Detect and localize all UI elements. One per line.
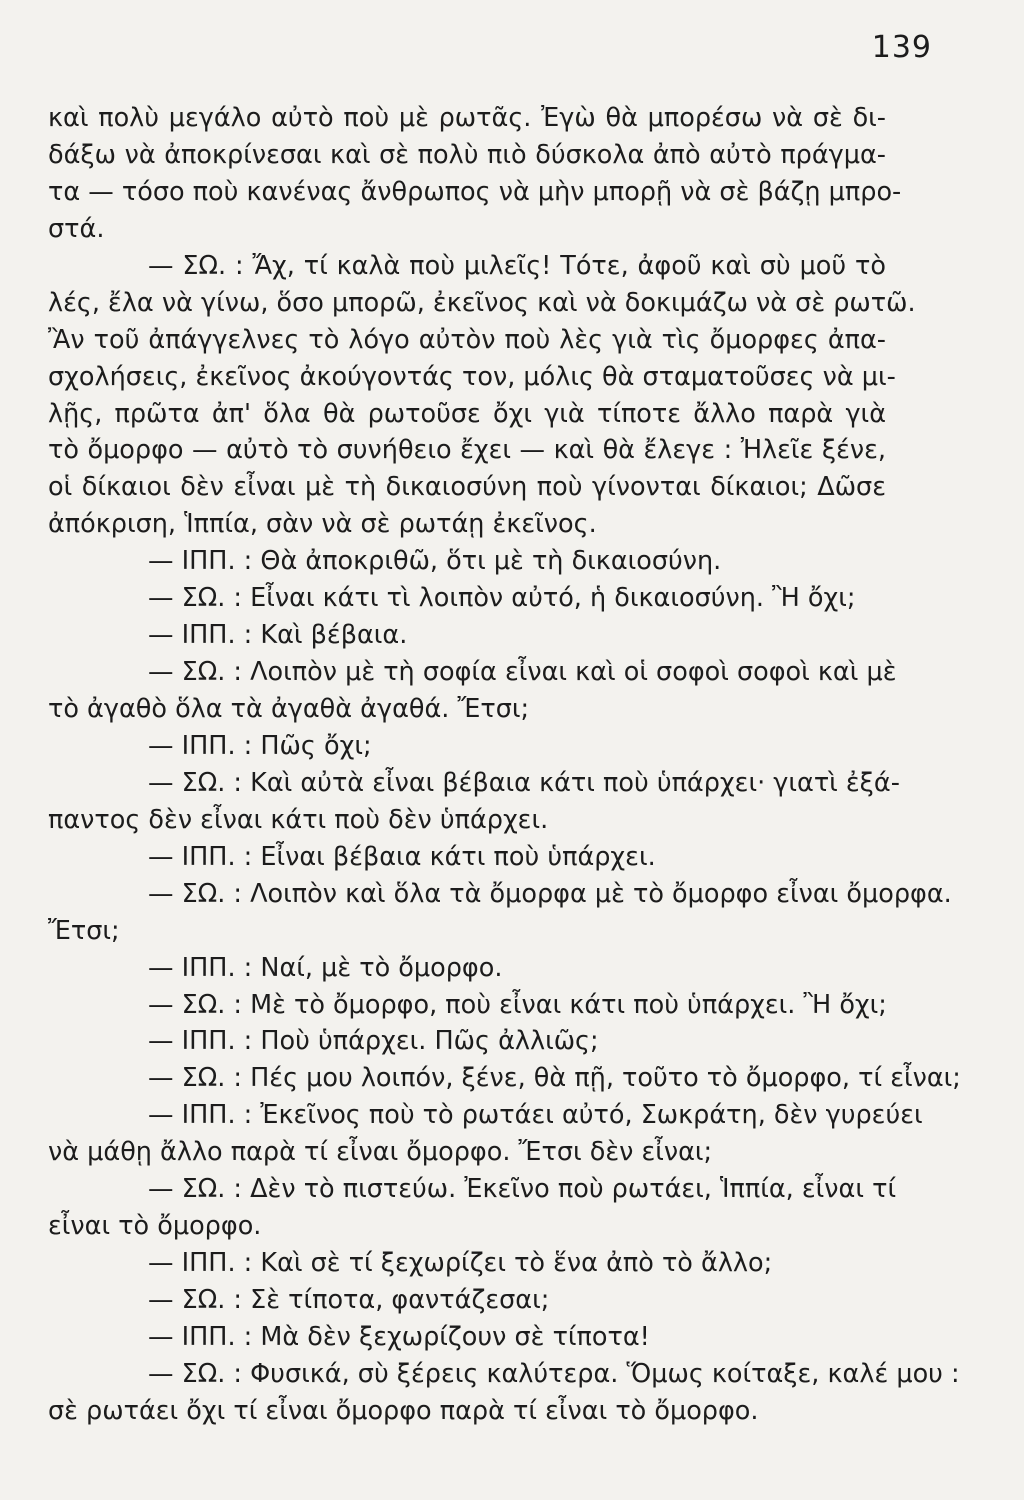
text-line: — ΙΠΠ. : Ἐκεῖνος ποὺ τὸ ρωτάει αὐτό, Σωκράτη, δὲν γυρεύει (148, 1100, 923, 1131)
text-line: λῇς, πρῶτα ἀπ' ὅλα θὰ ρωτοῦσε ὄχι γιὰ τίποτε ἄλλο παρὰ γιὰ (48, 398, 886, 429)
text-line: — ΙΠΠ. : Καὶ σὲ τί ξεχωρίζει τὸ ἕνα ἀπὸ τὸ ἄλλο; (148, 1248, 773, 1279)
text-line: — ΣΩ. : Σὲ τίποτα, φαντάζεσαι; (148, 1285, 550, 1315)
text-line: — ΣΩ. : Εἶναι κάτι τὶ λοιπὸν αὐτό, ἡ δικαιοσύνη. Ἢ ὄχι; (148, 583, 856, 614)
text-line: — ΙΠΠ. : Ποὺ ὑπάρχει. Πῶς ἀλλιῶς; (148, 1026, 599, 1057)
text-line: στά. (48, 213, 105, 244)
text-line: — ΣΩ. : Ἄχ, τί καλὰ ποὺ μιλεῖς! Τότε, ἀφοῦ καὶ σὺ μοῦ τὸ (148, 250, 886, 281)
text-line: — ΙΠΠ. : Μὰ δὲν ξεχωρίζουν σὲ τίποτα! (148, 1321, 650, 1352)
body-text (48, 100, 961, 1430)
text-line: — ΙΠΠ. : Ναί, μὲ τὸ ὄμορφο. (148, 952, 503, 983)
text-line: παντος δὲν εἶναι κάτι ποὺ δὲν ὑπάρχει. (48, 804, 549, 835)
text-line: — ΣΩ. : Λοιπὸν καὶ ὅλα τὰ ὄμορφα μὲ τὸ ὄμορφο εἶναι ὄμορφα. (148, 878, 952, 909)
text-line: δάξω νὰ ἀποκρίνεσαι καὶ σὲ πολὺ πιὸ δύσκολα ἀπὸ αὐτὸ πράγμα- (48, 139, 886, 170)
text-line: σχολήσεις, ἐκεῖνος ἀκούγοντάς τον, μόλις θὰ σταματοῦσες νὰ μι- (48, 361, 896, 392)
text-line: — ΙΠΠ. : Πῶς ὄχι; (148, 730, 372, 761)
text-line: — ΙΠΠ. : Εἶναι βέβαια κάτι ποὺ ὑπάρχει. (148, 841, 656, 872)
text-line: καὶ πολὺ μεγάλο αὐτὸ ποὺ μὲ ρωτᾶς. Ἐγὼ θὰ μπορέσω νὰ σὲ δι- (48, 103, 886, 133)
text-line: Ἔτσι; (48, 915, 120, 946)
text-line: Ἂν τοῦ ἀπάγγελνες τὸ λόγο αὐτὸν ποὺ λὲς γιὰ τὶς ὄμορφες ἀπα- (48, 324, 886, 355)
text-line: τὸ ἀγαθὸ ὅλα τὰ ἀγαθὰ ἀγαθά. Ἔτσι; (48, 694, 530, 724)
text-line: οἱ δίκαιοι δὲν εἶναι μὲ τὴ δικαιοσύνη ποὺ γίνονται δίκαιοι; Δῶσε (48, 472, 886, 503)
text-line: — ΣΩ. : Μὲ τὸ ὄμορφο, ποὺ εἶναι κάτι ποὺ ὑπάρχει. Ἢ ὄχι; (148, 989, 887, 1020)
text-line: — ΣΩ. : Καὶ αὐτὰ εἶναι βέβαια κάτι ποὺ ὑπάρχει· γιατὶ ἐξά- (148, 767, 900, 798)
text-line: — ΙΠΠ. : Θὰ ἀποκριθῶ, ὅτι μὲ τὴ δικαιοσύνη. (148, 546, 722, 577)
text-line: ἀπόκριση, Ἱππία, σὰν νὰ σὲ ρωτάῃ ἐκεῖνος. (48, 509, 597, 540)
text-line: — ΣΩ. : Δὲν τὸ πιστεύω. Ἐκεῖνο ποὺ ρωτάει, Ἱππία, εἶναι τί (148, 1174, 897, 1205)
text-line: λές, ἔλα νὰ γίνω, ὅσο μπορῶ, ἐκεῖνος καὶ νὰ δοκιμάζω νὰ σὲ ρωτῶ. (48, 287, 916, 318)
text-line: — ΙΠΠ. : Καὶ βέβαια. (148, 620, 408, 651)
text-line: νὰ μάθῃ ἄλλο παρὰ τί εἶναι ὄμορφο. Ἔτσι δὲν εἶναι; (48, 1137, 713, 1168)
text-line: σὲ ρωτάει ὄχι τί εἶναι ὄμορφο παρὰ τί εἶναι τὸ ὄμορφο. (48, 1395, 759, 1426)
text-line: — ΣΩ. : Φυσικά, σὺ ξέρεις καλύτερα. Ὅμως κοίταξε, καλέ μου : (148, 1358, 960, 1389)
text-line: εἶναι τὸ ὄμορφο. (48, 1211, 262, 1242)
text-line: — ΣΩ. : Πές μου λοιπόν, ξένε, θὰ πῇ, τοῦτο τὸ ὄμορφο, τί εἶναι; (148, 1063, 961, 1094)
text-line: τὸ ὄμορφο — αὐτὸ τὸ συνήθειο ἔχει — καὶ θὰ ἔλεγε : Ἠλεῖε ξένε, (48, 435, 886, 466)
text-line: τα — τόσο ποὺ κανένας ἄνθρωπος νὰ μὴν μπορῇ νὰ σὲ βάζῃ μπρο- (48, 176, 902, 207)
text-line: — ΣΩ. : Λοιπὸν μὲ τὴ σοφία εἶναι καὶ οἱ σοφοὶ σοφοὶ καὶ μὲ (148, 657, 897, 688)
page-number: 139 (871, 30, 932, 65)
